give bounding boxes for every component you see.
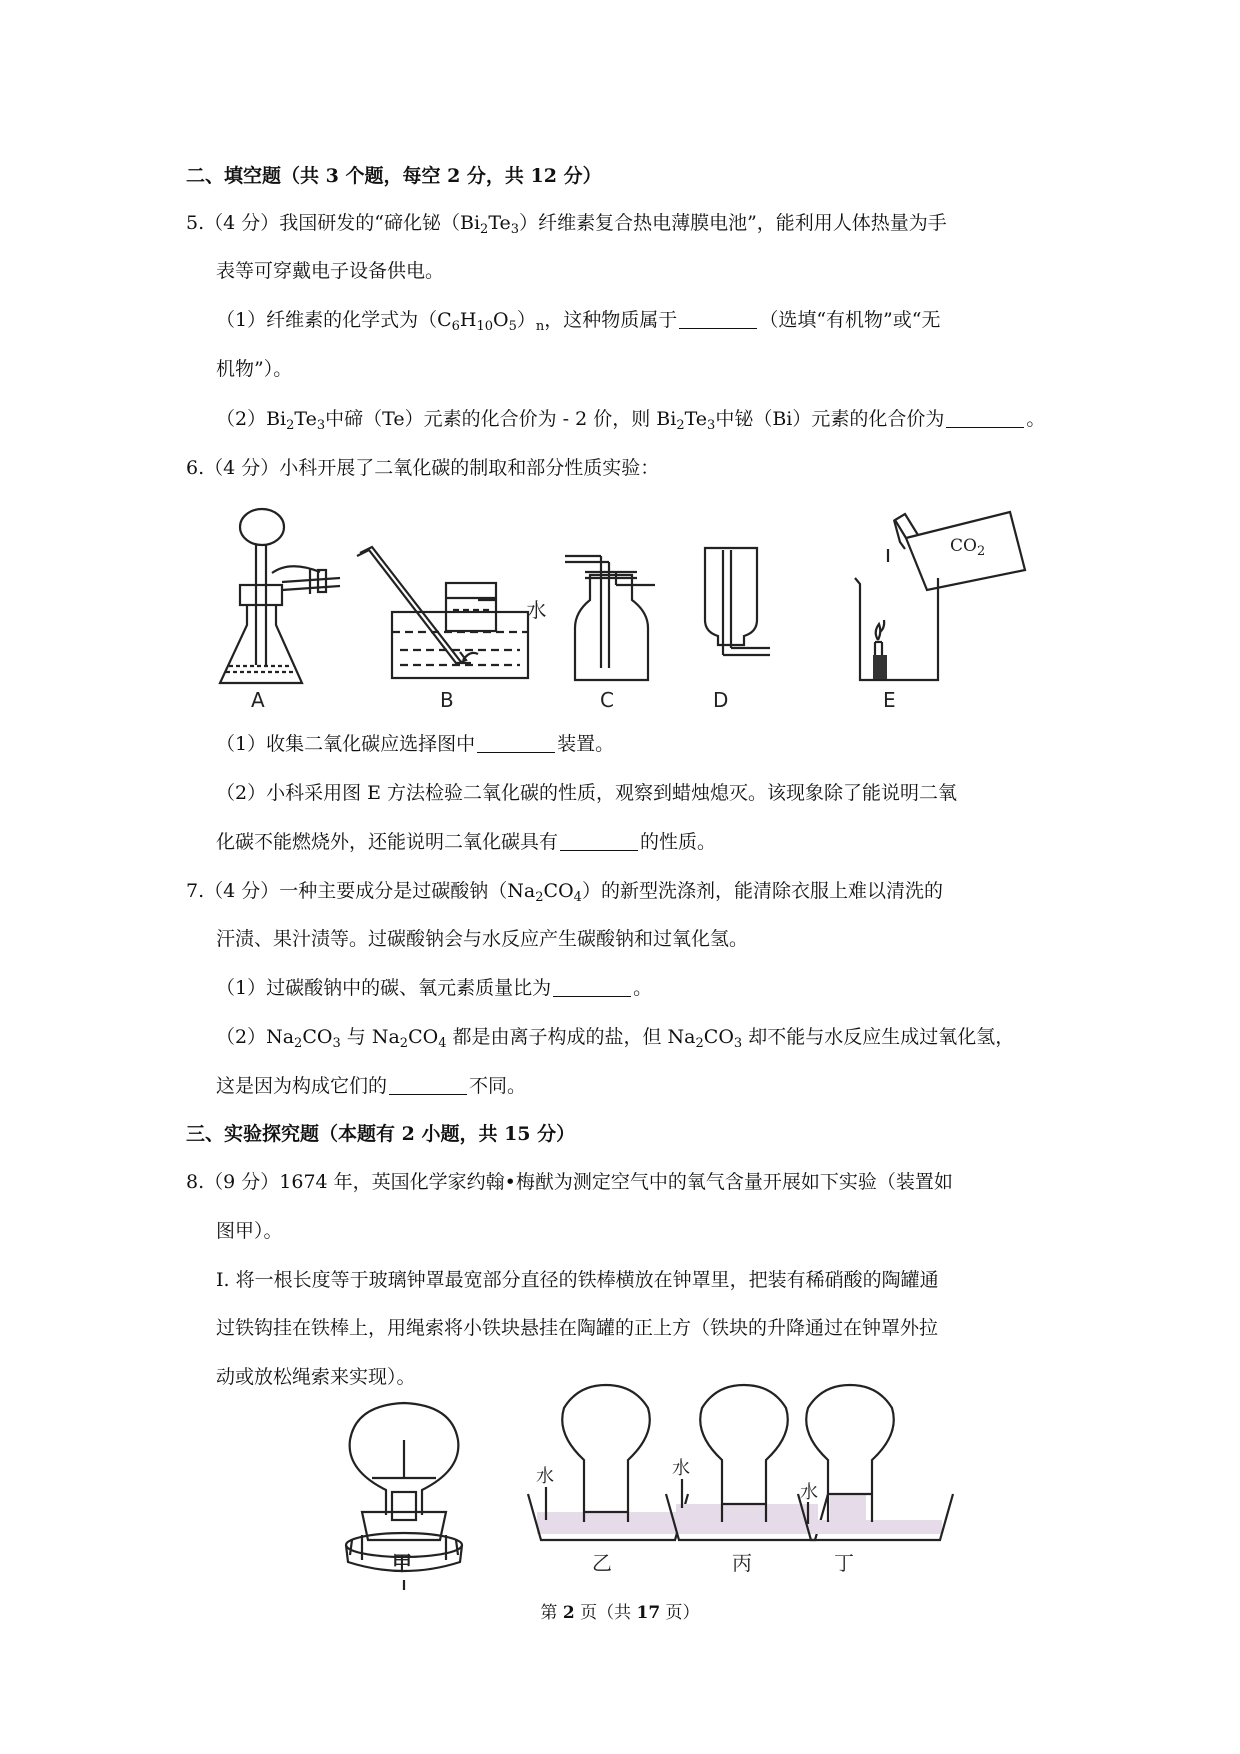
label-water-ding: 水 [800,1482,818,1503]
question-8-line-2: 图甲）。 [216,1220,283,1242]
question-5-part-1: （1）纤维素的化学式为$(C_6H_{10}O_5)_n$，这种物质属于 （选填“有机物”或“无 [216,309,941,334]
question-5-line-1: 5.（4 分）我国研发的“碲化铋$(Bi_2Te_3)$纤维素复合热电薄膜电池”，能利用人体热量为手 [186,212,947,237]
label-c: C [600,688,614,712]
question-5-part-1-cont: 机物”）。 [216,358,293,380]
section-3-title: 三、实验探究题（本题有 2 小题，共 15 分） [186,1123,576,1145]
section-2-title: 二、填空题（共 3 个题，每空 2 分，共 12 分） [186,165,602,187]
label-water-bing: 水 [672,1458,690,1479]
label-d: D [713,688,729,712]
page-footer: 第 2 页（共 17 页） [540,1603,700,1623]
question-6-part-2-cont: 化碳不能燃烧外，还能说明二氧化碳具有 的性质。 [216,831,717,853]
label-bing: 丙 [732,1551,752,1575]
question-7-part-2: $(2)Na_2CO_3$ 与 $Na_2CO_4$ 都是由离子构成的盐，但 $Na_2CO_3$ 却不能与水反应生成过氧化氢， [216,1026,1015,1051]
question-8-step-1: I. 将一根长度等于玻璃钟罩最宽部分直径的铁棒横放在钟罩里，把装有稀硝酸的陶罐通 [216,1269,939,1291]
question-7-part-2-cont: 这是因为构成它们的 不同。 [216,1075,527,1097]
question-7-part-1: （1）过碳酸钠中的碳、氧元素质量比为 。 [216,977,653,999]
question-8-step-1-cont-1: 过铁钩挂在铁棒上，用绳索将小铁块悬挂在陶罐的正上方（铁块的升降通过在钟罩外拉 [216,1317,939,1339]
label-co2: $CO_2$ [950,536,986,559]
question-5-part-2: $(2)Bi_2Te_3$中碲（Te）元素的化合价为 - 2 价，则 $Bi_2Te_3$中铋（Bi）元素的化合价为 。 [216,408,1046,433]
label-e: E [883,688,896,712]
label-yi: 乙 [592,1551,612,1575]
question-6-part-1: （1）收集二氧化碳应选择图中 装置。 [216,733,615,755]
label-a: A [251,688,265,712]
label-water-yi: 水 [536,1466,554,1487]
question-5-line-2: 表等可穿戴电子设备供电。 [216,260,445,282]
question-8-step-1-cont-2: 动或放松绳索来实现）。 [216,1366,416,1388]
label-jia: 甲 [392,1551,412,1575]
label-ding: 丁 [834,1551,854,1575]
label-b: B [440,688,454,712]
question-6-part-2: （2）小科采用图 E 方法检验二氧化碳的性质，观察到蜡烛熄灭。该现象除了能说明二氧 [216,782,958,804]
question-7-line-1: 7.（4 分）一种主要成分是过碳酸钠$(Na_2CO_4)$的新型洗涤剂，能清除衣服上难以清洗的 [186,880,943,905]
label-water-b: — 水 [500,598,547,622]
question-7-line-2: 汗渍、果汁渍等。过碳酸钠会与水反应产生碳酸钠和过氧化氢。 [216,928,749,950]
question-6-line-1: 6.（4 分）小科开展了二氧化碳的制取和部分性质实验： [186,457,660,479]
question-8-line-1: 8.（9 分）1674 年，英国化学家约翰•梅猷为测定空气中的氧气含量开展如下实验（装置如 [186,1171,953,1193]
